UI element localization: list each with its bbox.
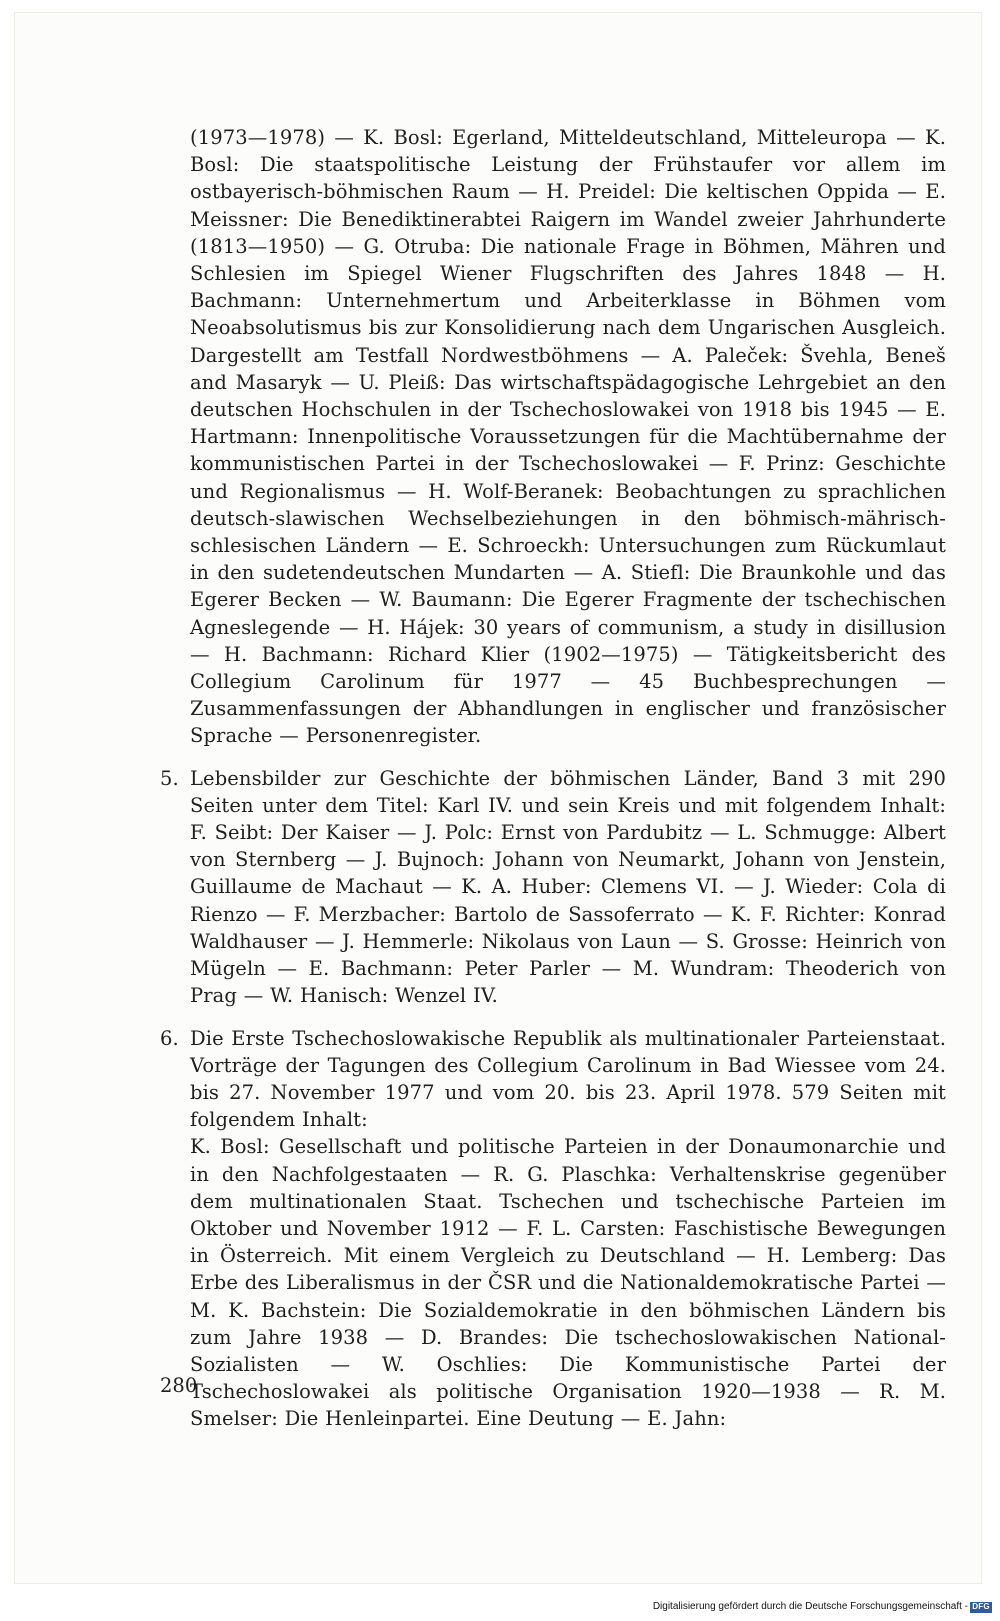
list-item-number: 6. xyxy=(160,1026,179,1050)
dfg-logo: DFG xyxy=(970,1602,992,1613)
digitization-footer xyxy=(653,1601,992,1613)
document-page xyxy=(14,12,982,1584)
page-number: 280 xyxy=(160,1374,198,1397)
list-item-text: Lebensbilder zur Geschichte der böhmischen Länder, Band 3 mit 290 Seiten unter dem Titel: Karl IV. und sein Kreis und mit folgendem Inhalt: F. Seibt: Der Kaiser — J. Polc: Ernst von Pardubitz — L. Schmugge: Albert von Sternberg — J. Bujnoch: Johann von Neumarkt, Johann von Jenstein, Guillaume de Machaut — K. A. Huber: Clemens VI. — J. Wieder: Cola di Rienzo — F. Merzbacher: Bartolo de Sassoferrato — K. F. Richter: Konrad Waldhauser — J. Hemmerle: Nikolaus von Laun — S. Grosse: Heinrich von Mügeln — E. Bachmann: Peter Parler — M. Wundram: Theoderich von Prag — W. Hanisch: Wenzel IV. xyxy=(190,766,946,1008)
list-item-subtext: K. Bosl: Gesellschaft und politische Parteien in der Donaumonarchie und in den Nachfolgestaaten — R. G. Plaschka: Verhaltenskrise gegenüber dem multinationalen Staat. Tschechen und tschechische Parteien im Oktober und November 1912 — F. L. Carsten: Faschistische Bewegungen in Österreich. Mit einem Vergleich zu Deutschland — H. Lemberg: Das Erbe des Liberalismus in der ČSR und die Nationaldemokratische Partei — M. K. Bachstein: Die Sozialdemokratie in den böhmischen Ländern bis zum Jahre 1938 — D. Brandes: Die tschechoslowakischen National-Sozialisten — W. Oschlies: Die Kommunistische Partei der Tschechoslowakei als politische Organisation 1920—1938 — R. M. Smelser: Die Henleinpartei. Eine Deutung — E. Jahn: xyxy=(190,1135,946,1431)
list-item-number: 5. xyxy=(160,766,179,790)
footer-text: Digitalisierung gefördert durch die Deutsche Forschungsgemeinschaft - xyxy=(652,1601,968,1612)
list-item-text: Die Erste Tschechoslowakische Republik als multinationaler Parteienstaat. Vorträge der Tagungen des Collegium Carolinum in Bad Wiessee vom 24. bis 27. November 1977 und vom 20. bis 23. April 1978. 579 Seiten mit folgendem Inhalt: xyxy=(190,1026,946,1132)
continuation-paragraph: (1973—1978) — K. Bosl: Egerland, Mitteldeutschland, Mitteleuropa — K. Bosl: Die staatspolitische Leistung der Frühstaufer vor allem im ostbayerisch-böhmischen Raum — H. Preidel: Die keltischen Oppida — E. Meissner: Die Benediktinerabtei Raigern im Wandel zweier Jahrhunderte (1813—1950) — G. Otruba: Die nationale Frage in Böhmen, Mähren und Schlesien im Spiegel Wiener Flugschriften des Jahres 1848 — H. Bachmann: Unternehmertum und Arbeiterklasse in Böhmen vom Neoabsolutismus bis zur Konsolidierung nach dem Ungarischen Ausgleich. Dargestellt am Testfall Nordwestböhmens — A. Paleček: Švehla, Beneš and Masaryk — U. Pleiß: Das wirtschaftspädagogische Lehrgebiet an den deutschen Hochschulen in der Tschechoslowakei von 1918 bis 1945 — E. Hartmann: Innenpolitische Voraussetzungen für die Machtübernahme der kommunistischen Partei in der Tschechoslowakei — F. Prinz: Geschichte und Regionalismus — H. Wolf-Beranek: Beobachtungen zu sprachlichen deutsch-slawischen Wechselbeziehungen in den böhmisch-mährisch-schlesischen Ländern — E. Schroeckh: Untersuchungen zum Rückumlaut in den sudetendeutschen Mundarten — A. Stiefl: Die Braunkohle und das Egerer Becken — W. Baumann: Die Egerer Fragmente der tschechischen Agneslegende — H. Hájek: 30 years of communism, a study in disillusion — H. Bachmann: Richard Klier (1902—1975) — Tätigkeitsbericht des Collegium Carolinum für 1977 — 45 Buchbesprechungen — Zusammenfassungen der Abhandlungen in englischer und französischer Sprache — Personenregister. xyxy=(190,126,946,748)
list-item-5 xyxy=(160,765,946,1010)
